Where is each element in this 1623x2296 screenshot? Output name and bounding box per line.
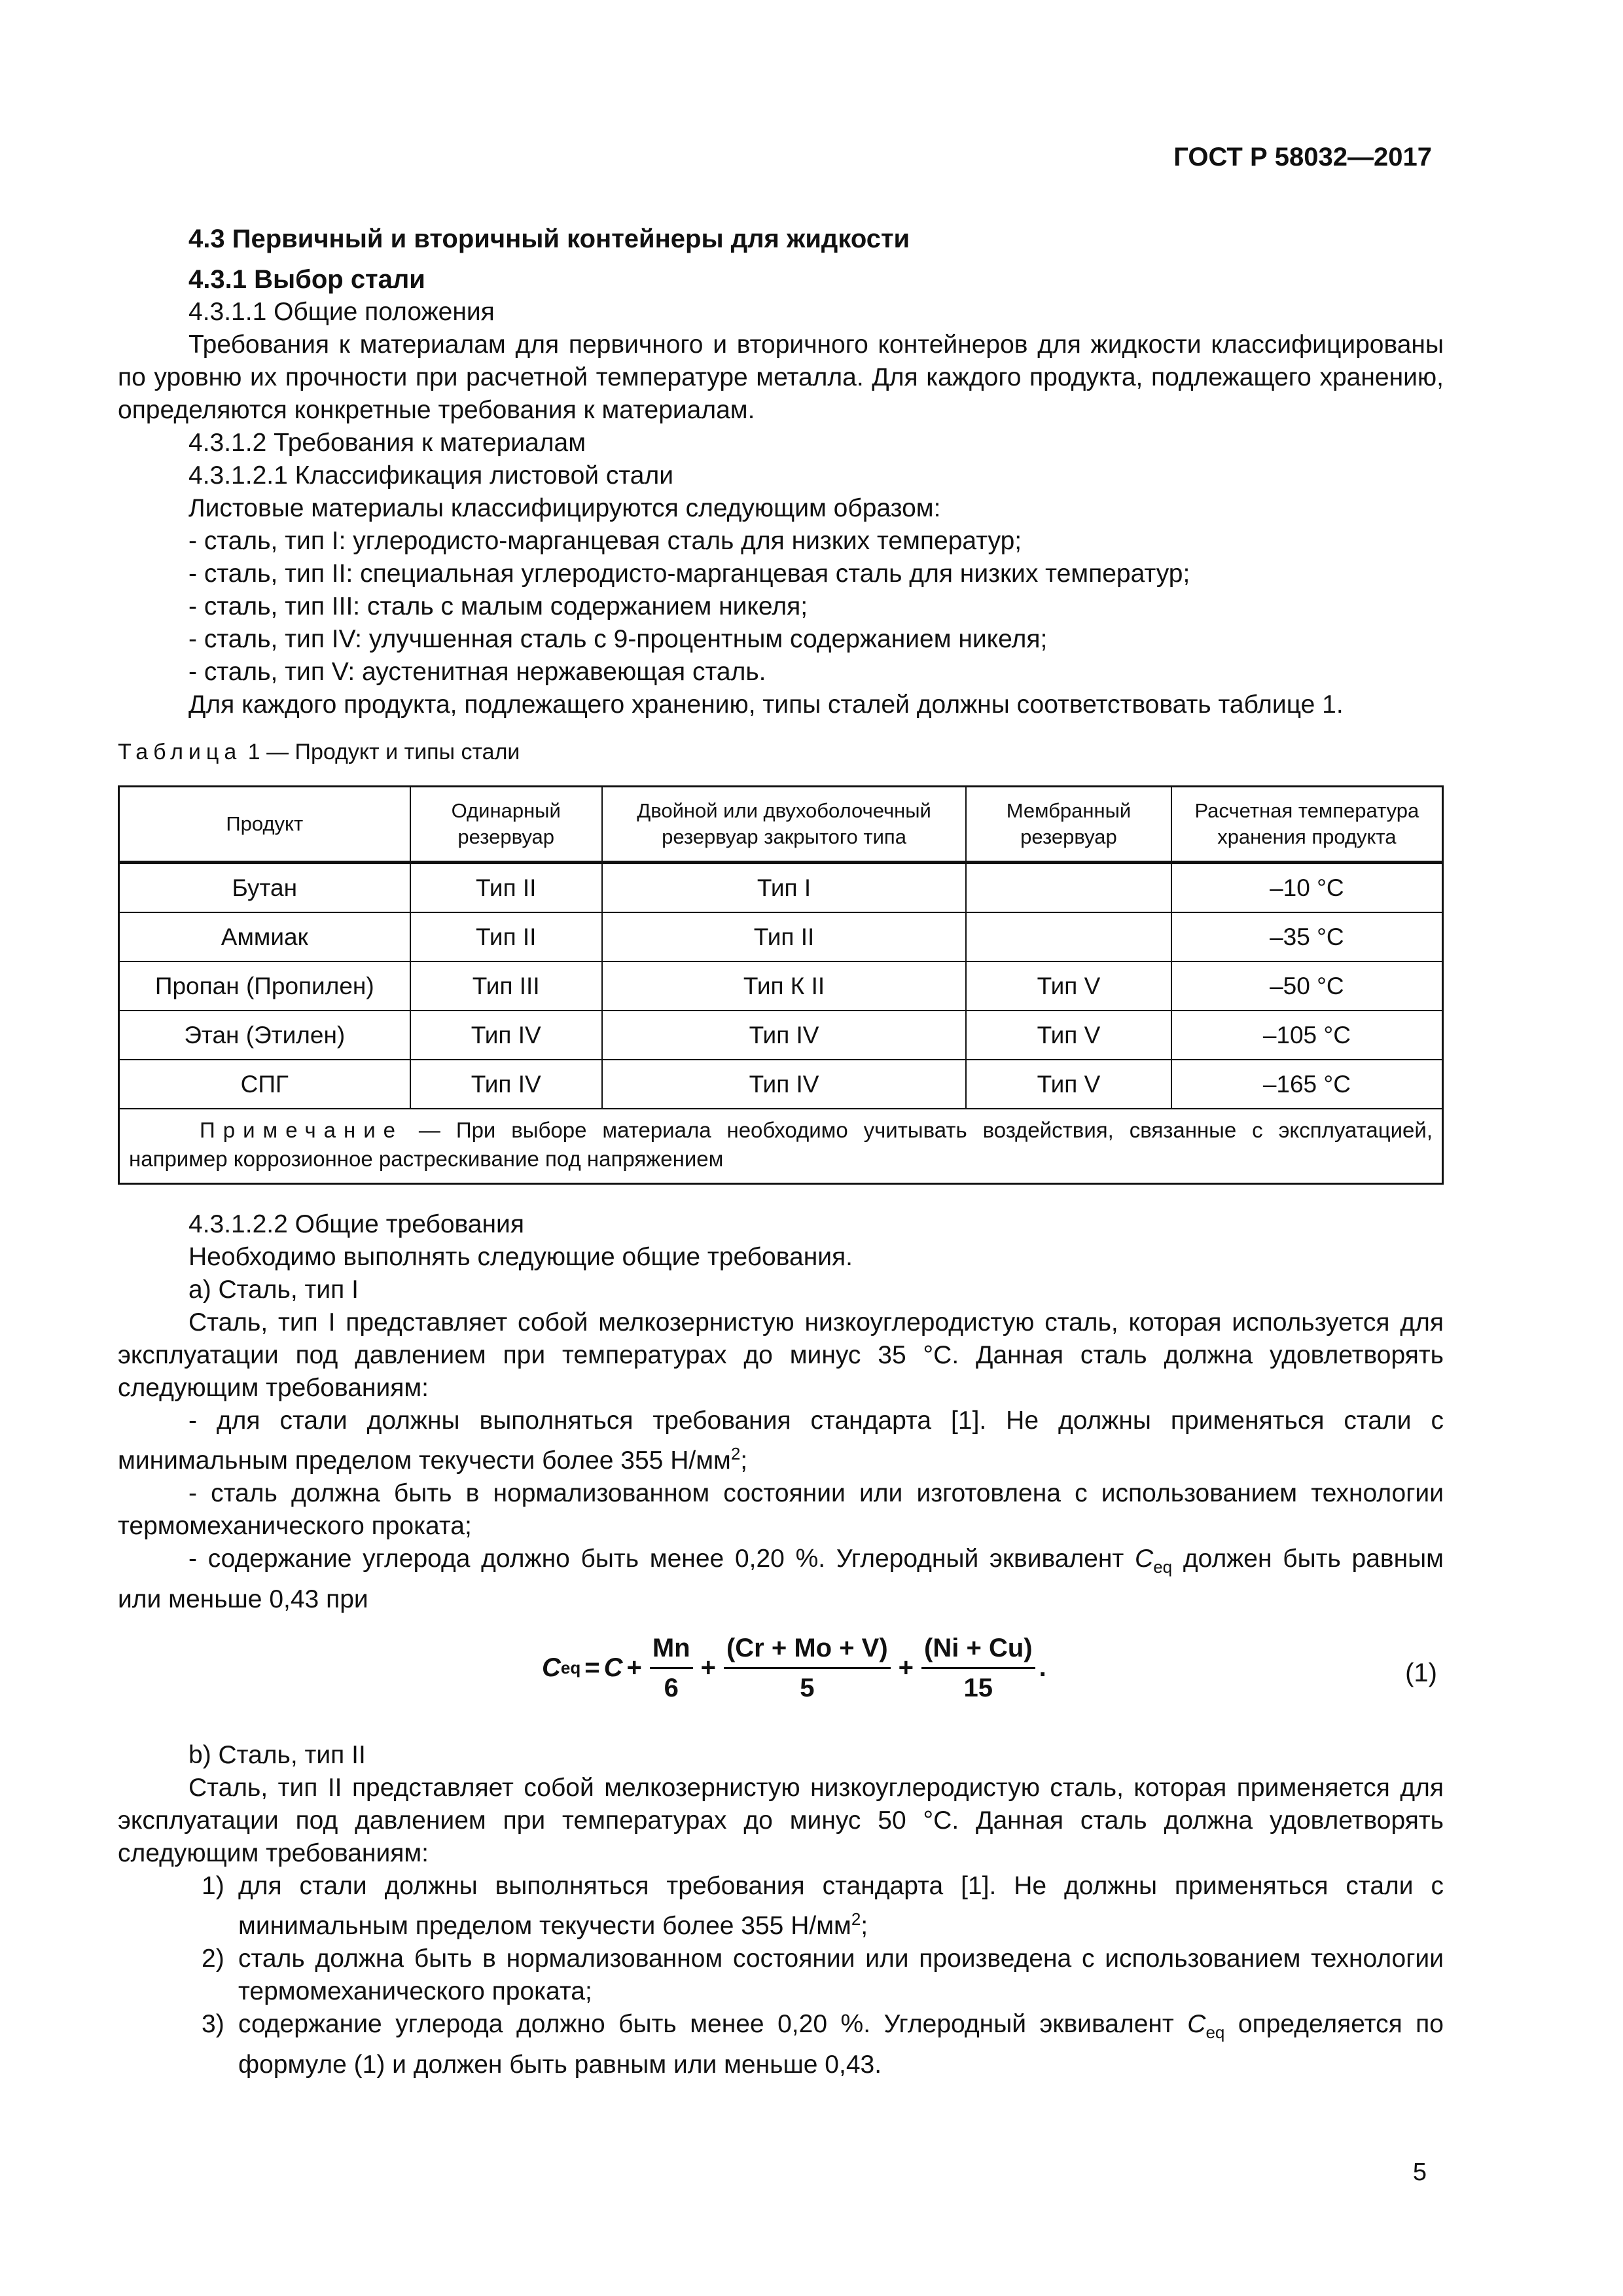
subsection-title: 4.3.1 Выбор стали	[188, 265, 425, 294]
standard-id: ГОСТ Р 58032—2017	[1173, 143, 1432, 171]
table-cell: –105 °С	[1171, 1011, 1443, 1060]
type2-description: Сталь, тип II представляет собой мелкозернистую низкоуглеродистую сталь, которая применяется для эксплуатации под давлением при температурах до минус 50 °С. Данная сталь должна удовлетворять следующим требованиям:	[118, 1773, 1444, 1867]
steel-type-item: - сталь, тип I: углеродисто-марганцевая сталь для низких температур;	[188, 527, 1022, 555]
column-header: Мембранный резервуар	[966, 787, 1171, 863]
formula-fraction-mn: $\frac{Mn}{6}$	[650, 1632, 693, 1704]
general-text: Требования к материалам для первичного и вторичного контейнеров для жидкости классифицированы по уровню их прочности при расчетной температуре металла. Для каждого продукта, подлежащего хранению, определяются конкретные требования к материалам.	[118, 331, 1444, 424]
table-cell: –50 °С	[1171, 961, 1443, 1011]
type1-description: Сталь, тип I представляет собой мелкозернистую низкоуглеродистую сталь, которая используется для эксплуатации под давлением при температурах до минус 35 °С. Данная сталь должна удовлетворять следующим требованиям:	[118, 1308, 1444, 1402]
table-cell: Пропан (Пропилен)	[119, 961, 410, 1011]
materials-heading: 4.3.1.2 Требования к материалам	[188, 429, 586, 457]
type1-heading: а) Сталь, тип I	[188, 1276, 359, 1304]
table-note-text: — При выборе материала необходимо учитывать воздействия, связанные с эксплуатацией, например коррозионное растрескивание под напряжением	[129, 1118, 1433, 1171]
table-cell: Тип II	[410, 863, 602, 913]
formula-fraction-ni-cu: $\frac{(Ni + Cu)}{15}$	[921, 1632, 1035, 1704]
general-requirements-heading: 4.3.1.2.2 Общие требования	[188, 1210, 524, 1238]
table-cell: Бутан	[119, 863, 410, 913]
type1-item-1: - для стали должны выполняться требования стандарта [1]. Не должны применяться стали с минимальным пределом текучести более 355 $Н/мм^2$;	[118, 1407, 1444, 1475]
table-note	[119, 1109, 1443, 1184]
column-header: Расчетная температура хранения продукта	[1171, 787, 1443, 863]
column-header: Продукт	[119, 787, 410, 863]
plate-intro: Листовые материалы классифицируются следующим образом:	[188, 494, 941, 522]
table-cell: Тип IV	[410, 1060, 602, 1109]
general-heading: 4.3.1.1 Общие положения	[188, 298, 495, 326]
section-title: 4.3 Первичный и вторичный контейнеры для жидкости	[188, 224, 910, 253]
type1-item-2: - сталь должна быть в нормализованном состоянии или изготовлена с использованием технологии термомеханического проката;	[118, 1479, 1444, 1540]
table-cell: Тип К II	[602, 961, 966, 1011]
steel-type-item: - сталь, тип III: сталь с малым содержанием никеля;	[188, 592, 808, 620]
table-cell: Тип V	[966, 1011, 1171, 1060]
table-cell: Тип II	[602, 912, 966, 961]
table-cell: Тип V	[966, 961, 1171, 1011]
table-cell: Тип I	[602, 863, 966, 913]
table-cell: СПГ	[119, 1060, 410, 1109]
table-cell: Аммиак	[119, 912, 410, 961]
table-header-row	[119, 787, 1443, 863]
table-cell: –35 °С	[1171, 912, 1443, 961]
table-caption-label: Таблица	[118, 740, 242, 764]
table-row	[119, 1011, 1443, 1060]
table-cell: Тип V	[966, 1060, 1171, 1109]
table-cell: Этан (Этилен)	[119, 1011, 410, 1060]
table-cell: –10 °С	[1171, 863, 1443, 913]
table-reference: Для каждого продукта, подлежащего хранению, типы сталей должны соответствовать таблице 1.	[188, 691, 1344, 719]
formula-fraction-cr-mo-v: $\frac{(Cr + Mo + V)}{5}$	[724, 1632, 891, 1704]
general-requirements-intro: Необходимо выполнять следующие общие требования.	[188, 1243, 853, 1271]
table-row	[119, 912, 1443, 961]
table-note-label: Примечание	[200, 1118, 404, 1142]
type2-item-2: 2) сталь должна быть в нормализованном состоянии или произведена с использованием технологии термомеханического проката;	[202, 1944, 1444, 2005]
formula-number: (1)	[1405, 1658, 1437, 1687]
table-row	[119, 863, 1443, 913]
table-cell: Тип IV	[410, 1011, 602, 1060]
table-cell: –165 °С	[1171, 1060, 1443, 1109]
steel-types-table	[118, 785, 1444, 1185]
table-note-row	[119, 1109, 1443, 1184]
column-header: Двойной или двухоболочечный резервуар закрытого типа	[602, 787, 966, 863]
steel-type-item: - сталь, тип V: аустенитная нержавеющая сталь.	[188, 658, 766, 686]
table-caption-text: 1 — Продукт и типы стали	[241, 740, 520, 764]
table-cell: Тип II	[410, 912, 602, 961]
column-header: Одинарный резервуар	[410, 787, 602, 863]
table-cell: Тип IV	[602, 1060, 966, 1109]
carbon-equivalent-formula	[118, 1632, 1444, 1730]
table-cell: Тип III	[410, 961, 602, 1011]
table-cell: Тип IV	[602, 1011, 966, 1060]
type2-item-1: 1) для стали должны выполняться требования стандарта [1]. Не должны применяться стали с минимальным пределом текучести более 355 $Н/мм^2$;	[202, 1871, 1444, 1940]
table-row	[119, 1060, 1443, 1109]
page-content	[118, 223, 1444, 2081]
type1-item-3: - содержание углерода должно быть менее 0,20 %. Углеродный эквивалент $C_{eq}$ должен быть равным или меньше 0,43 при	[118, 1545, 1444, 1613]
table-cell	[966, 863, 1171, 913]
type2-item-3: 3) содержание углерода должно быть менее 0,20 %. Углеродный эквивалент $C_{eq}$ определяется по формуле (1) и должен быть равным или меньше 0,43.	[202, 2009, 1444, 2079]
type2-heading: b) Сталь, тип II	[188, 1740, 366, 1769]
formula-expression: C eq = C + $\frac{Mn}{6}$ + $\frac{(Cr + Mo + V)}{5}$ + $\frac{(Ni + Cu)}{15}$ .	[542, 1632, 1046, 1704]
plate-heading: 4.3.1.2.1 Классификация листовой стали	[188, 461, 674, 490]
table-cell	[966, 912, 1171, 961]
steel-type-item: - сталь, тип IV: улучшенная сталь с 9-процентным содержанием никеля;	[188, 625, 1048, 653]
page-number: 5	[1412, 2159, 1427, 2186]
table-row	[119, 961, 1443, 1011]
steel-type-item: - сталь, тип II: специальная углеродисто-марганцевая сталь для низких температур;	[188, 560, 1190, 588]
table-caption	[118, 736, 1444, 768]
